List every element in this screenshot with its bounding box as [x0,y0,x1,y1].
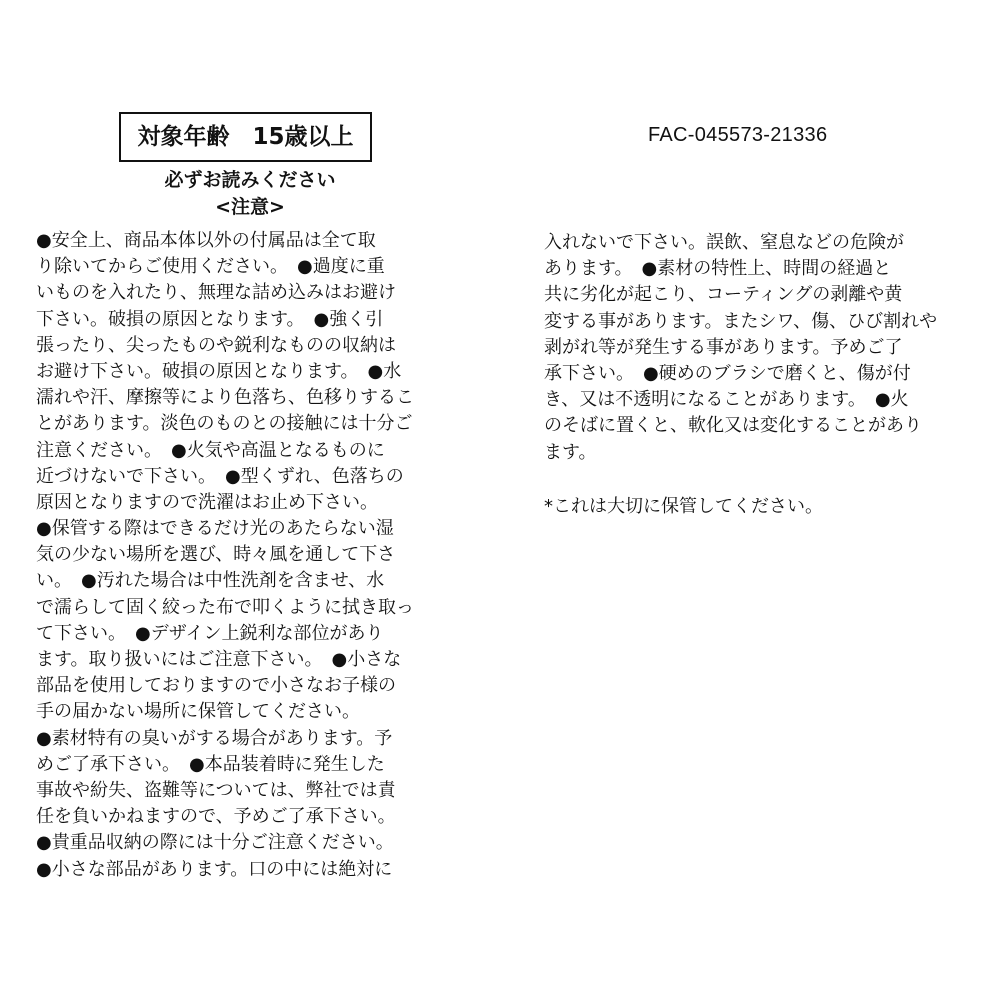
product-code: FAC-045573-21336 [648,124,828,146]
caution-line: ます。 [544,441,597,463]
caution-line: あります。 ●素材の特性上、時間の経過と [544,258,892,280]
caution-line: 原因となりますので洗濯はお止め下さい。 [36,491,378,513]
caution-line: 手の届かない場所に保管してください。 [36,701,360,723]
caution-line: 近づけないで下さい。 ●型くずれ、色落ちの [36,465,404,487]
caution-line: ●貴重品収納の際には十分ご注意ください。 [36,832,394,854]
caution-line: ●安全上、商品本体以外の付属品は全て取 [36,230,376,251]
caution-line: いものを入れたり、無理な詰め込みはお避け [36,282,396,304]
caution-line: 注意ください。 ●火気や高温となるものに [36,439,385,461]
age-rating-box: 対象年齢 15歳以上 [119,112,372,162]
caution-line: 濡れや汗、摩擦等により色落ち、色移りするこ [36,387,414,409]
caution-line: で濡らして固く絞った布で叩くように拭き取っ [36,596,414,618]
caution-line: 張ったり、尖ったものや鋭利なものの収納は [36,334,396,356]
caution-line: ●小さな部品があります。口の中には絶対に [36,858,393,880]
caution-line: お避け下さい。破損の原因となります。 ●水 [36,360,402,382]
caution-line: 剥がれ等が発生する事があります。予めご了 [544,336,903,358]
caution-text-left-column [36,228,466,883]
caution-line: い。 ●汚れた場合は中性洗剤を含ませ、水 [36,570,385,592]
caution-line: とがあります。淡色のものとの接触には十分ご [36,413,413,435]
caution-line: 承下さい。 ●硬めのブラシで磨くと、傷が付 [544,362,911,384]
storage-note: *これは大切に保管してください。 [544,496,823,517]
caution-text-right-column [544,230,974,466]
caution-line: ●素材特有の臭いがする場合があります。予 [36,727,393,749]
caution-line: り除いてからご使用ください。 ●過度に重 [36,256,385,278]
must-read-heading: 必ずお読みください [164,169,336,191]
caution-line: 事故や紛失、盗難等については、弊社では責 [36,779,396,801]
caution-line: 部品を使用しておりますので小さなお子様の [36,675,396,697]
caution-line: 任を負いかねますので、予めご了承下さい。 [36,806,396,828]
caution-line: 変する事があります。またシワ、傷、ひび割れや [544,310,938,332]
caution-line: き、又は不透明になることがあります。 ●火 [544,389,909,411]
caution-line: 共に劣化が起こり、コーティングの剥離や黄 [544,284,903,306]
caution-line: 下さい。破損の原因となります。 ●強く引 [36,308,384,330]
caution-line: 気の少ない場所を選び、時々風を通して下さ [36,544,396,566]
caution-line: 入れないで下さい。誤飲、窒息などの危険が [544,232,904,253]
caution-line: めご了承下さい。 ●本品装着時に発生した [36,753,385,775]
caution-line: ます。取り扱いにはご注意下さい。 ●小さな [36,649,402,670]
caution-heading: <注意> [215,196,285,218]
caution-line: のそばに置くと、軟化又は変化することがあり [544,415,922,437]
caution-line: て下さい。 ●デザイン上鋭利な部位があり [36,622,384,644]
caution-line: ●保管する際はできるだけ光のあたらない湿 [36,518,394,540]
